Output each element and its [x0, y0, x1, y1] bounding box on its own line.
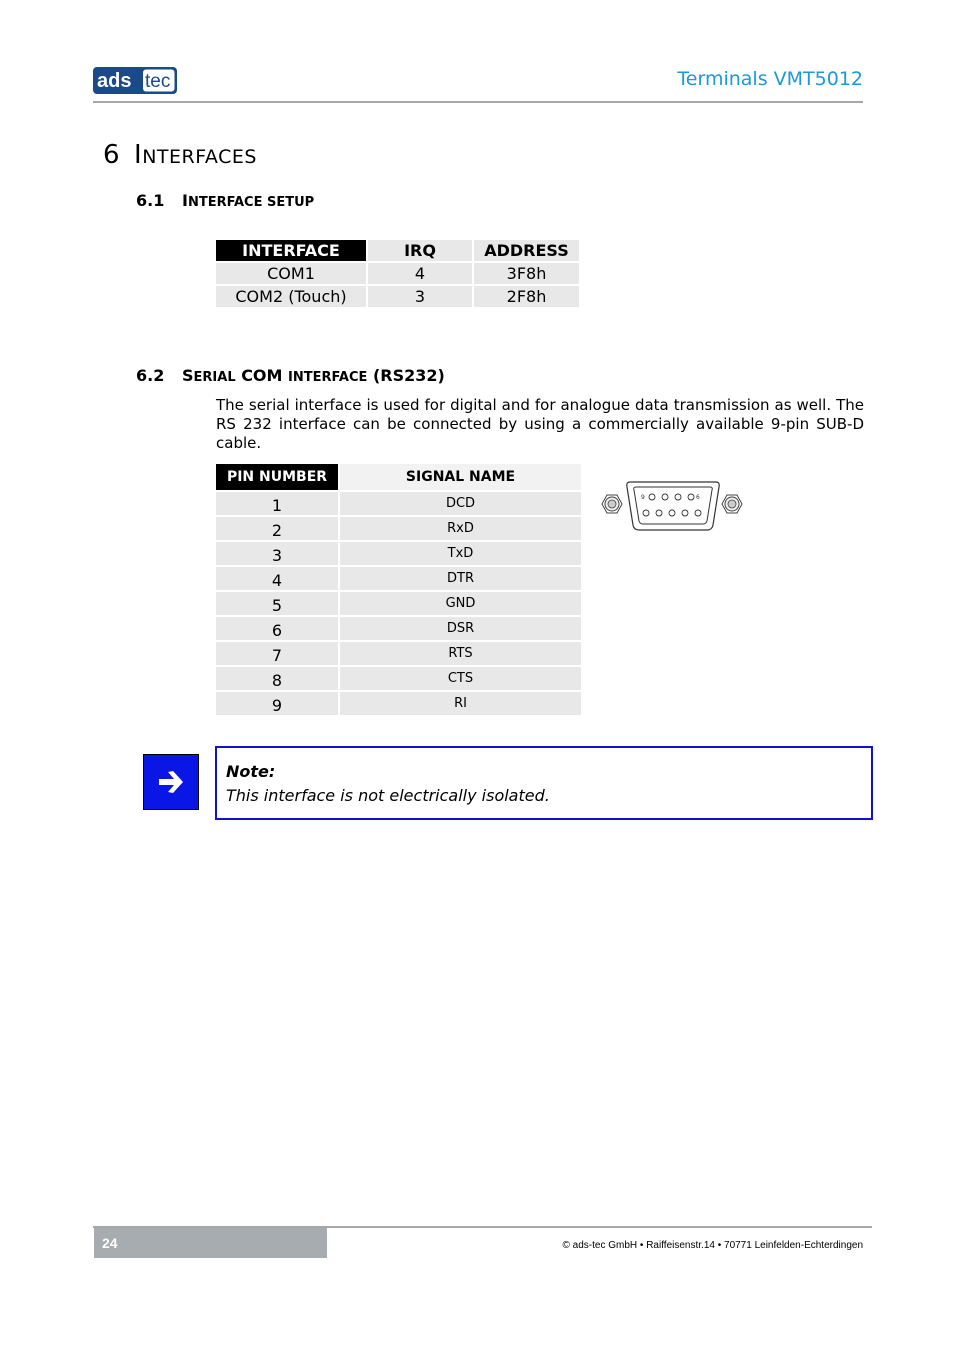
signal-name: TxD — [340, 542, 581, 565]
subsection-title-rest: NTERFACE SETUP — [187, 195, 315, 210]
column-header: IRQ — [368, 240, 472, 261]
note-title: Note: — [226, 762, 276, 781]
document-title: Terminals VMT5012 — [677, 68, 863, 90]
table-cell: 3F8h — [474, 263, 579, 284]
table-row — [216, 642, 581, 665]
note-box — [215, 746, 873, 820]
note-marker — [143, 754, 199, 810]
table-cell: COM2 (Touch) — [216, 286, 366, 307]
subsection-title-cap: I — [182, 191, 188, 210]
table-row — [216, 567, 581, 590]
table-row — [216, 263, 579, 284]
subsection-title-rest: ERIAL — [193, 370, 236, 385]
arrow-right-icon — [144, 755, 198, 809]
pin-number: 7 — [216, 642, 338, 665]
table-row — [216, 592, 581, 615]
header-divider — [93, 101, 863, 103]
table-cell: 3 — [368, 286, 472, 307]
column-header: ADDRESS — [474, 240, 579, 261]
pin-number: 9 — [216, 692, 338, 715]
pin-number: 1 — [216, 492, 338, 515]
signal-name: CTS — [340, 667, 581, 690]
subsection-title-com: COM — [241, 366, 283, 385]
connector-screw-right — [722, 495, 742, 513]
signal-name: GND — [340, 592, 581, 615]
column-header: PIN NUMBER — [216, 464, 338, 490]
page-number: 24 — [102, 1235, 118, 1251]
pin-number: 2 — [216, 517, 338, 540]
table-row — [216, 692, 581, 715]
table-row — [216, 517, 581, 540]
signal-name: DTR — [340, 567, 581, 590]
section-title-rest: NTERFACES — [142, 146, 257, 168]
table-row — [216, 617, 581, 640]
sub-d-9-connector-icon — [596, 476, 748, 536]
subsection-heading-6-2 — [136, 366, 445, 385]
adstec-logo — [93, 67, 177, 94]
table-header-row — [216, 464, 581, 490]
pin-number: 5 — [216, 592, 338, 615]
connector-screw-left — [602, 495, 622, 513]
table-row — [216, 542, 581, 565]
svg-text:tec: tec — [145, 71, 171, 92]
connector-pin-label: 6 — [696, 494, 700, 501]
column-header: INTERFACE — [216, 240, 366, 261]
subsection-number: 6.2 — [136, 366, 165, 385]
page-number-box — [94, 1228, 327, 1258]
pin-number: 3 — [216, 542, 338, 565]
table-cell: COM1 — [216, 263, 366, 284]
section-title-cap: I — [134, 140, 143, 170]
connector-pin-label: 9 — [641, 494, 645, 501]
subsection-title-rs232: (RS232) — [372, 366, 445, 385]
section-number: 6 — [103, 140, 121, 170]
subsection-number: 6.1 — [136, 191, 165, 210]
signal-name: DSR — [340, 617, 581, 640]
subsection-title-cap: S — [182, 366, 194, 385]
footer-address: © ads-tec GmbH • Raiffeisenstr.14 • 70771 Leinfelden-Echterdingen — [562, 1240, 863, 1251]
table-cell: 2F8h — [474, 286, 579, 307]
subsection-title-interface: INTERFACE — [288, 370, 368, 385]
signal-name: RI — [340, 692, 581, 715]
signal-name: RTS — [340, 642, 581, 665]
table-row — [216, 492, 581, 515]
serial-interface-description: The serial interface is used for digital and for analogue data transmission as well. The RS 232 interface can be connected by using a commercially available 9-pin SUB-D cable. — [216, 396, 864, 452]
pin-number: 6 — [216, 617, 338, 640]
table-header-row — [216, 240, 579, 261]
signal-name: RxD — [340, 517, 581, 540]
signal-name: DCD — [340, 492, 581, 515]
column-header: SIGNAL NAME — [340, 464, 581, 490]
pin-number: 4 — [216, 567, 338, 590]
pin-number: 8 — [216, 667, 338, 690]
table-row — [216, 667, 581, 690]
pin-assignment-table — [214, 462, 583, 717]
table-row — [216, 286, 579, 307]
table-cell: 4 — [368, 263, 472, 284]
interface-setup-table — [214, 238, 581, 309]
note-text: This interface is not electrically isolated. — [226, 786, 550, 805]
subsection-heading-6-1 — [136, 191, 314, 210]
svg-text:ads: ads — [97, 70, 132, 92]
section-heading — [103, 140, 257, 170]
